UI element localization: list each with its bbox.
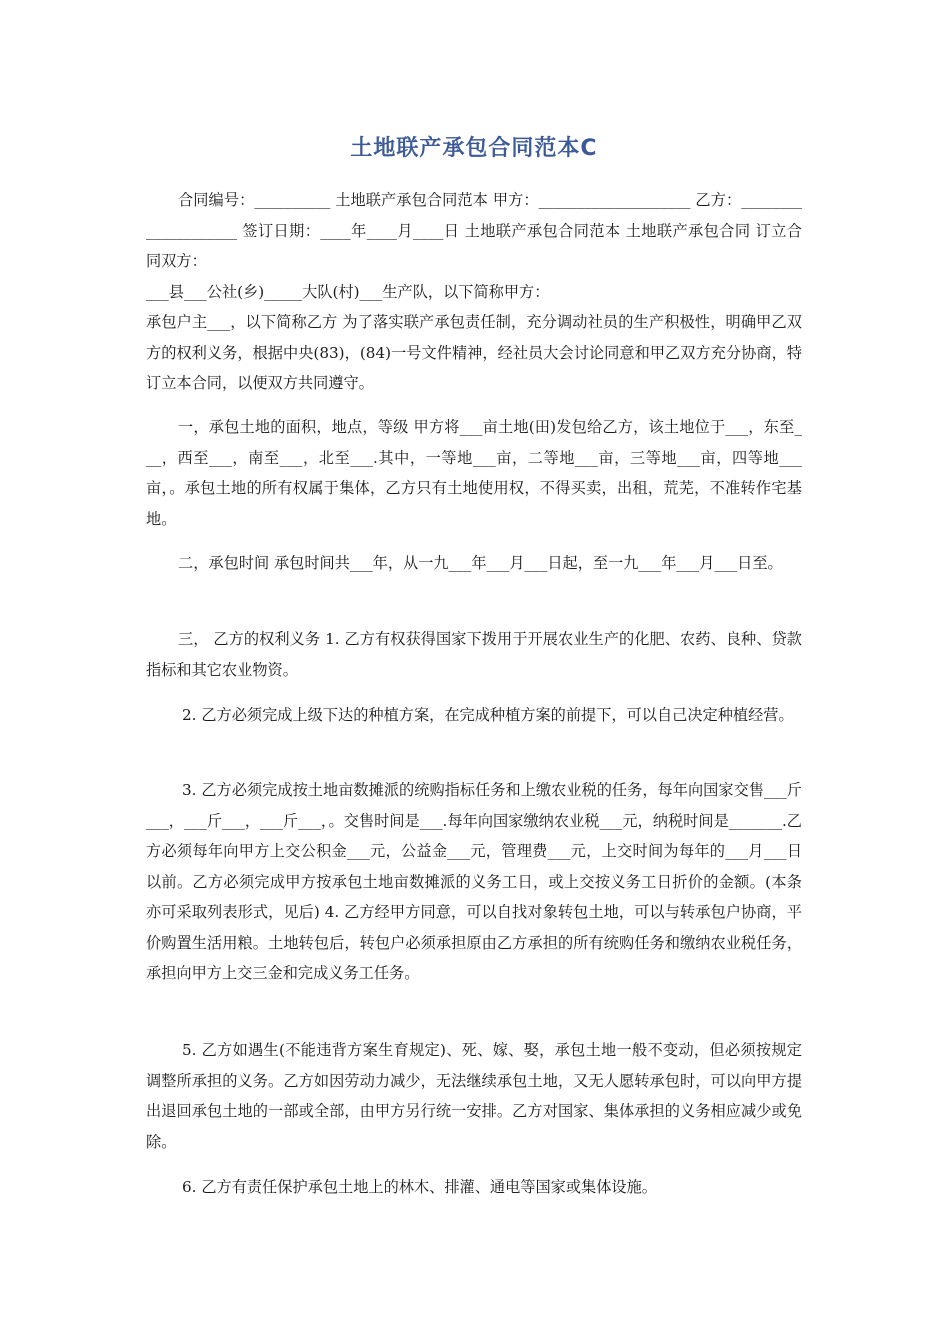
clause-3-4-paragraph: 3. 乙方必须完成按土地亩数摊派的统购指标任务和上缴农业税的任务，每年向国家交售___斤___，___斤___，___斤___，。交售时间是___.每年向国家缴纳农业税___元，纳税时间是_______.乙方必须每年向甲方上交公积金___元，公益金___元，管理费___元，上交时间为每年的___月___日以前。乙方必须完成甲方按承包土地亩数摊派的义务工日，或上交按义务工日折价的金额。(本条亦可采取列表形式，见后) 4. 乙方经甲方同意，可以自找对象转包土地，可以与转承包户协商，平价购置生活用粮。土地转包后，转包户必须承担原由乙方承担的所有统购任务和缴纳农业税任务，承担向甲方上交三金和完成义务工任务。 xyxy=(146,781,802,982)
clause-6-paragraph: 6. 乙方有责任保护承包土地上的林木、排灌、通电等国家或集体设施。 xyxy=(182,1178,657,1196)
section-3-paragraph: 三， 乙方的权利义务 1. 乙方有权获得国家下拨用于开展农业生产的化肥、农药、良种、贷款指标和其它农业物资。 xyxy=(146,630,802,679)
document-title: 土地联产承包合同范本C xyxy=(350,136,598,161)
clause-5-paragraph: 5. 乙方如遇生(不能违背方案生育规定)、死、嫁、娶，承包土地一般不变动，但必须按规定调整所承担的义务。乙方如因劳动力减少，无法继续承包土地，又无人愿转承包时，可以向甲方提出退回承包土地的一部或全部，由甲方另行统一安排。乙方对国家、集体承担的义务相应减少或免除。 xyxy=(146,1041,802,1151)
section-2-paragraph: 二，承包时间 承包时间共___年，从一九___年___月___日起，至一九___年___月___日至。 xyxy=(178,554,783,572)
party-a-paragraph: ___县___公社(乡)_____大队(村)___生产队，以下简称甲方： xyxy=(146,283,550,301)
contract-header-paragraph: 合同编号：__________ 土地联产承包合同范本 甲方：____________________ 乙方：____________________ 签订日期：____年____月____日 土地联产承包合同范本 土地联产承包合同 订立合同双方： xyxy=(146,191,802,270)
clause-2-paragraph: 2. 乙方必须完成上级下达的种植方案，在完成种植方案的前提下，可以自己决定种植经营。 xyxy=(182,706,794,724)
section-1-paragraph: 一，承包土地的面积，地点，等级 甲方将___亩土地(田)发包给乙方，该土地位于___，东至___，西至___，南至___，北至___.其中，一等地___亩，二等地___亩，三等地___亩，四等地___亩，。承包土地的所有权属于集体，乙方只有土地使用权，不得买卖，出租，荒芜，不准转作宅基地。 xyxy=(146,418,802,528)
party-b-paragraph: 承包户主___，以下简称乙方 为了落实联产承包责任制，充分调动社员的生产积极性，明确甲乙双方的权利义务，根据中央(83)，(84)一号文件精神，经社员大会讨论同意和甲乙双方充分协商，特订立本合同，以便双方共同遵守。 xyxy=(146,313,802,392)
